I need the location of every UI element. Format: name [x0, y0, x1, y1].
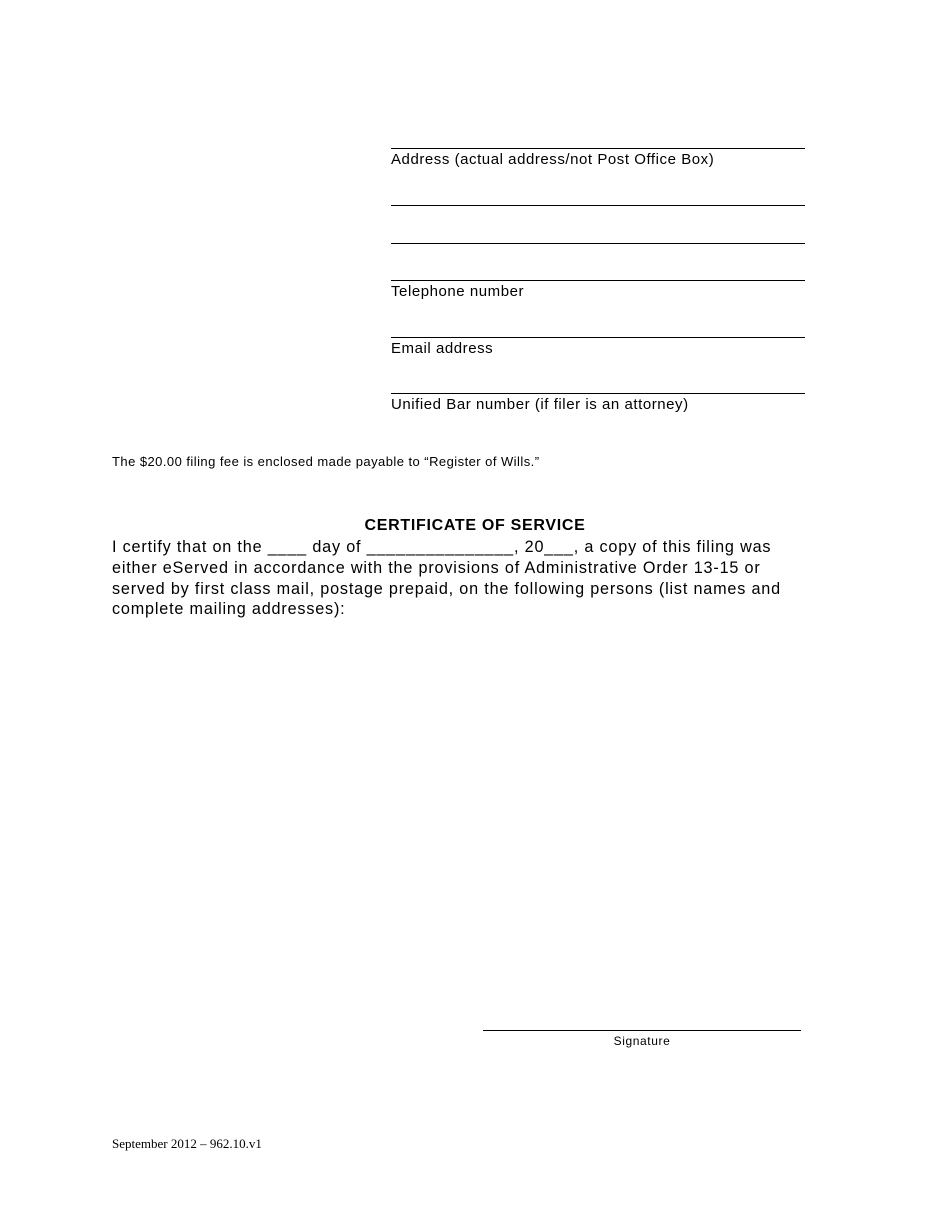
- address-line-2[interactable]: [391, 205, 805, 206]
- address-label: Address (actual address/not Post Office Box): [391, 151, 715, 168]
- form-footer: September 2012 – 962.10.v1: [112, 1136, 262, 1151]
- address-line-3[interactable]: [391, 243, 805, 244]
- certificate-title: CERTIFICATE OF SERVICE: [364, 517, 586, 534]
- address-field-line[interactable]: [391, 148, 805, 149]
- certificate-line: either eServed in accordance with the provisions of Administrative Order 13-15 or: [112, 558, 761, 577]
- bar-number-field-line[interactable]: [391, 393, 805, 394]
- certificate-line: I certify that on the ____ day of _______________, 20___, a copy of this filing was: [112, 538, 772, 556]
- telephone-label: Telephone number: [391, 283, 525, 300]
- email-label: Email address: [391, 340, 494, 357]
- certificate-line: served by first class mail, postage prepaid, on the following persons (list names and: [112, 579, 781, 598]
- telephone-field-line[interactable]: [391, 280, 805, 281]
- bar-number-label: Unified Bar number (if filer is an attorney): [391, 396, 689, 413]
- signature-line[interactable]: [483, 1030, 801, 1031]
- signature-label: Signature: [613, 1034, 671, 1048]
- email-field-line[interactable]: [391, 337, 805, 338]
- certificate-line: complete mailing addresses):: [112, 600, 346, 619]
- filing-fee-statement: The $20.00 filing fee is enclosed made payable to “Register of Wills.”: [112, 454, 540, 469]
- certificate-body: [112, 537, 852, 620]
